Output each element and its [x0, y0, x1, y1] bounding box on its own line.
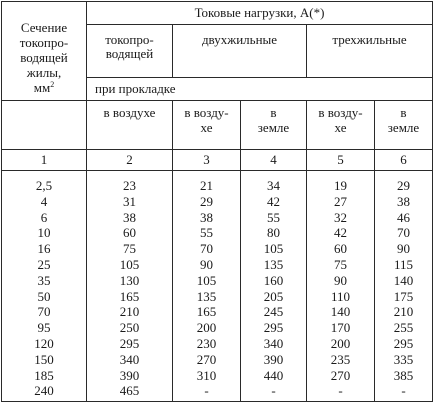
table-cell: 200 — [196, 320, 217, 336]
table-cell: 295 — [263, 320, 284, 336]
table-cell: 245 — [263, 304, 284, 320]
table-cell: 165 — [196, 304, 217, 320]
table-cell: 210 — [119, 304, 140, 320]
table-cell: 310 — [196, 367, 217, 383]
data-col-three-core-air — [307, 171, 375, 402]
table-cell: 270 — [196, 351, 217, 367]
table-cell: 38 — [397, 193, 410, 209]
table-cell: 35 — [37, 272, 51, 288]
table-cell: 340 — [263, 335, 284, 351]
table-cell: 150 — [34, 351, 54, 367]
table-cell: 50 — [37, 288, 51, 304]
column-number-row — [2, 150, 433, 171]
table-cell: 105 — [119, 256, 140, 272]
table-cell: 60 — [123, 225, 136, 241]
table-cell: 230 — [196, 335, 217, 351]
table-cell: 130 — [119, 272, 140, 288]
table-cell: 16 — [37, 241, 51, 257]
table-cell: 390 — [263, 351, 284, 367]
table-cell: 170 — [330, 320, 351, 336]
table-cell: 23 — [123, 178, 136, 193]
table-cell: 465 — [119, 383, 140, 399]
table-cell: 115 — [393, 256, 414, 272]
table-cell: 70 — [397, 225, 410, 241]
header-three-core-air: в возду- хе — [307, 101, 375, 150]
header-three-core: трехжильные — [307, 25, 433, 78]
table-cell: 90 — [397, 241, 410, 257]
header-two-core-ground: в земле — [241, 101, 307, 150]
column-number: 5 — [307, 150, 375, 171]
table-cell: 205 — [263, 288, 284, 304]
data-col-conductor-air — [87, 171, 173, 402]
table-cell: 440 — [263, 367, 284, 383]
table-cell: 200 — [330, 335, 351, 351]
table-cell: 46 — [397, 209, 410, 225]
header-laying: при прокладке — [87, 78, 433, 101]
table-cell: 38 — [123, 209, 136, 225]
table-cell: 270 — [330, 367, 351, 383]
table-cell: 210 — [393, 304, 414, 320]
table-cell: 19 — [334, 178, 347, 193]
table-cell: 95 — [37, 320, 51, 336]
data-body — [2, 171, 433, 402]
table-cell: 295 — [119, 335, 140, 351]
table-cell: 2,5 — [35, 178, 53, 193]
table-cell: 27 — [334, 193, 347, 209]
table-cell: 42 — [334, 225, 347, 241]
header-cross-section: Сечение токопро- водящей жилы, $мм^2$ — [2, 2, 87, 101]
table-cell: 140 — [393, 272, 414, 288]
table-cell: 250 — [119, 320, 140, 336]
table-cell: 70 — [37, 304, 51, 320]
table-cell: - — [204, 383, 209, 399]
table-cell: 31 — [123, 193, 136, 209]
header-current-loads: Токовые нагрузки, А(*) — [87, 2, 433, 25]
current-load-table — [1, 1, 433, 402]
header-conductor: токопро- водящей — [87, 25, 173, 78]
table-cell: 55 — [267, 209, 280, 225]
table-cell: 110 — [330, 288, 351, 304]
column-number: 6 — [375, 150, 433, 171]
table-cell: - — [338, 383, 343, 399]
table-cell: 120 — [34, 335, 54, 351]
table-cell: 75 — [123, 241, 136, 257]
header-two-core: двухжильные — [173, 25, 307, 78]
table-cell: 21 — [200, 178, 213, 193]
table-cell: 185 — [34, 367, 54, 383]
table-cell: 140 — [330, 304, 351, 320]
column-number: 2 — [87, 150, 173, 171]
table-cell: 29 — [200, 193, 213, 209]
table-cell: 235 — [330, 351, 351, 367]
table-cell: 75 — [334, 256, 347, 272]
table-cell: 90 — [334, 272, 347, 288]
table-cell: 160 — [263, 272, 284, 288]
table-cell: 240 — [34, 383, 54, 399]
column-number: 1 — [2, 150, 87, 171]
table-cell: 60 — [334, 241, 347, 257]
table-cell: 255 — [393, 320, 414, 336]
table-cell: 390 — [119, 367, 140, 383]
table-cell: 295 — [393, 335, 414, 351]
table-cell: 340 — [119, 351, 140, 367]
table-cell: 29 — [397, 178, 410, 193]
data-col-three-core-ground — [375, 171, 433, 402]
table-cell: 70 — [200, 241, 213, 257]
table-cell: 34 — [267, 178, 280, 193]
table-cell: 175 — [393, 288, 414, 304]
table-cell: - — [401, 383, 406, 399]
data-col-two-core-air — [173, 171, 241, 402]
table-cell: 10 — [37, 225, 51, 241]
table-cell: 90 — [200, 256, 213, 272]
table-cell: 55 — [200, 225, 213, 241]
table-cell: 165 — [119, 288, 140, 304]
table-cell: 80 — [267, 225, 280, 241]
data-col-section — [2, 171, 87, 402]
header-three-core-ground: в земле — [375, 101, 433, 150]
column-number: 4 — [241, 150, 307, 171]
table-cell: 25 — [37, 256, 51, 272]
header-two-core-air: в возду- хе — [173, 101, 241, 150]
table-cell: 135 — [263, 256, 284, 272]
table-cell: 32 — [334, 209, 347, 225]
header-cond-air: в воздухе — [87, 101, 173, 150]
data-col-two-core-ground — [241, 171, 307, 402]
table-cell: 42 — [267, 193, 280, 209]
table-cell: 105 — [263, 241, 284, 257]
table-cell: 38 — [200, 209, 213, 225]
column-number: 3 — [173, 150, 241, 171]
table-cell: 135 — [196, 288, 217, 304]
table-cell: 4 — [40, 193, 48, 209]
table-cell: 385 — [393, 367, 414, 383]
table-cell: 335 — [393, 351, 414, 367]
table-cell: 6 — [40, 209, 48, 225]
table-cell: 105 — [196, 272, 217, 288]
table-cell: - — [271, 383, 276, 399]
